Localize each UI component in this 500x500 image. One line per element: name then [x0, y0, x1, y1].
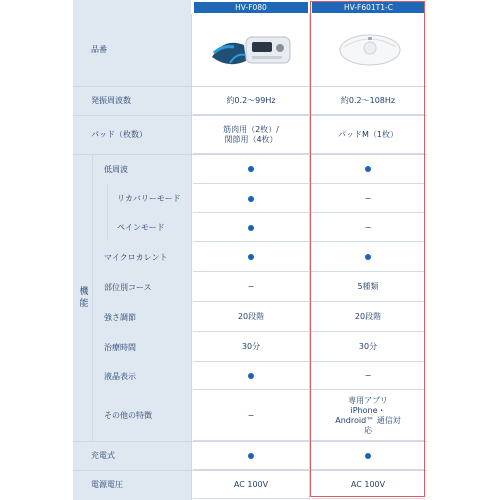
group-label-kinou-text: 機能: [77, 286, 88, 310]
highlight-frame: [310, 1, 425, 497]
cell-pad-b: パッドM（1枚）: [311, 116, 425, 154]
cell-bui-b: 5種類: [311, 273, 425, 302]
cell-hasshin-b: 約0.2〜108Hz: [311, 87, 425, 115]
cell-pain-b: −: [311, 214, 425, 242]
row-label-teishuha: 低周波: [94, 155, 191, 184]
row-label-bui: 部位別コース: [94, 273, 191, 302]
cell-micro-a: [193, 243, 309, 272]
cell-chiryo-b: 30分: [311, 333, 425, 362]
available-dot: [248, 196, 254, 202]
cell-dengen-b: AC 100V: [311, 471, 425, 499]
cell-sonota-a: −: [193, 391, 309, 441]
cell-hasshin-a: 約0.2〜99Hz: [193, 87, 309, 115]
sub-indent-column: [94, 185, 108, 241]
cell-bui-a: −: [193, 273, 309, 302]
cell-recovery-a: [193, 185, 309, 213]
row-label-recovery: リカバリーモード: [109, 185, 191, 213]
row-label-sonota: その他の特徴: [94, 391, 191, 441]
row-label-hasshin: 発振周波数: [73, 87, 191, 115]
row-label-chiryo: 治療時間: [94, 333, 191, 362]
cell-sonota-b: 専用アプリ iPhone・Android™ 通信対応: [311, 391, 425, 441]
row-label-pain: ペインモード: [109, 214, 191, 242]
cell-recovery-b: −: [311, 185, 425, 213]
available-dot: [248, 453, 254, 459]
available-dot: [248, 373, 254, 379]
row-label-ekisho: 液晶表示: [94, 363, 191, 390]
cell-tsuyosa-b: 20段階: [311, 303, 425, 332]
row-label-pad: パッド（枚数）: [73, 116, 191, 154]
column-divider: [191, 14, 192, 500]
available-dot: [248, 225, 254, 231]
row-label-tsuyosa: 強さ調節: [94, 303, 191, 332]
cell-teishuha-a: [193, 155, 309, 184]
row-label-dengen: 電源電圧: [73, 471, 191, 499]
row-label-hinban: 品番: [73, 14, 191, 86]
cell-juden-a: [193, 442, 309, 470]
available-dot: [248, 254, 254, 260]
column-header-hv-f601t1-c: HV-F601T1-C: [312, 2, 425, 13]
row-label-juden: 充電式: [73, 442, 191, 470]
cell-dengen-a: AC 100V: [193, 471, 309, 499]
cell-pad-a: 筋肉用（2枚）/ 関節用（4枚）: [193, 116, 309, 154]
column-header-hv-f080: HV-F080: [194, 2, 308, 13]
cell-pain-a: [193, 214, 309, 242]
cell-chiryo-a: 30分: [193, 333, 309, 362]
available-dot: [248, 166, 254, 172]
cell-ekisho-a: [193, 363, 309, 390]
product-image-hv-f080: [206, 23, 296, 73]
row-label-micro: マイクロカレント: [94, 243, 191, 272]
group-label-kinou: [73, 155, 93, 441]
cell-ekisho-b: −: [311, 363, 425, 390]
cell-tsuyosa-a: 20段階: [193, 303, 309, 332]
